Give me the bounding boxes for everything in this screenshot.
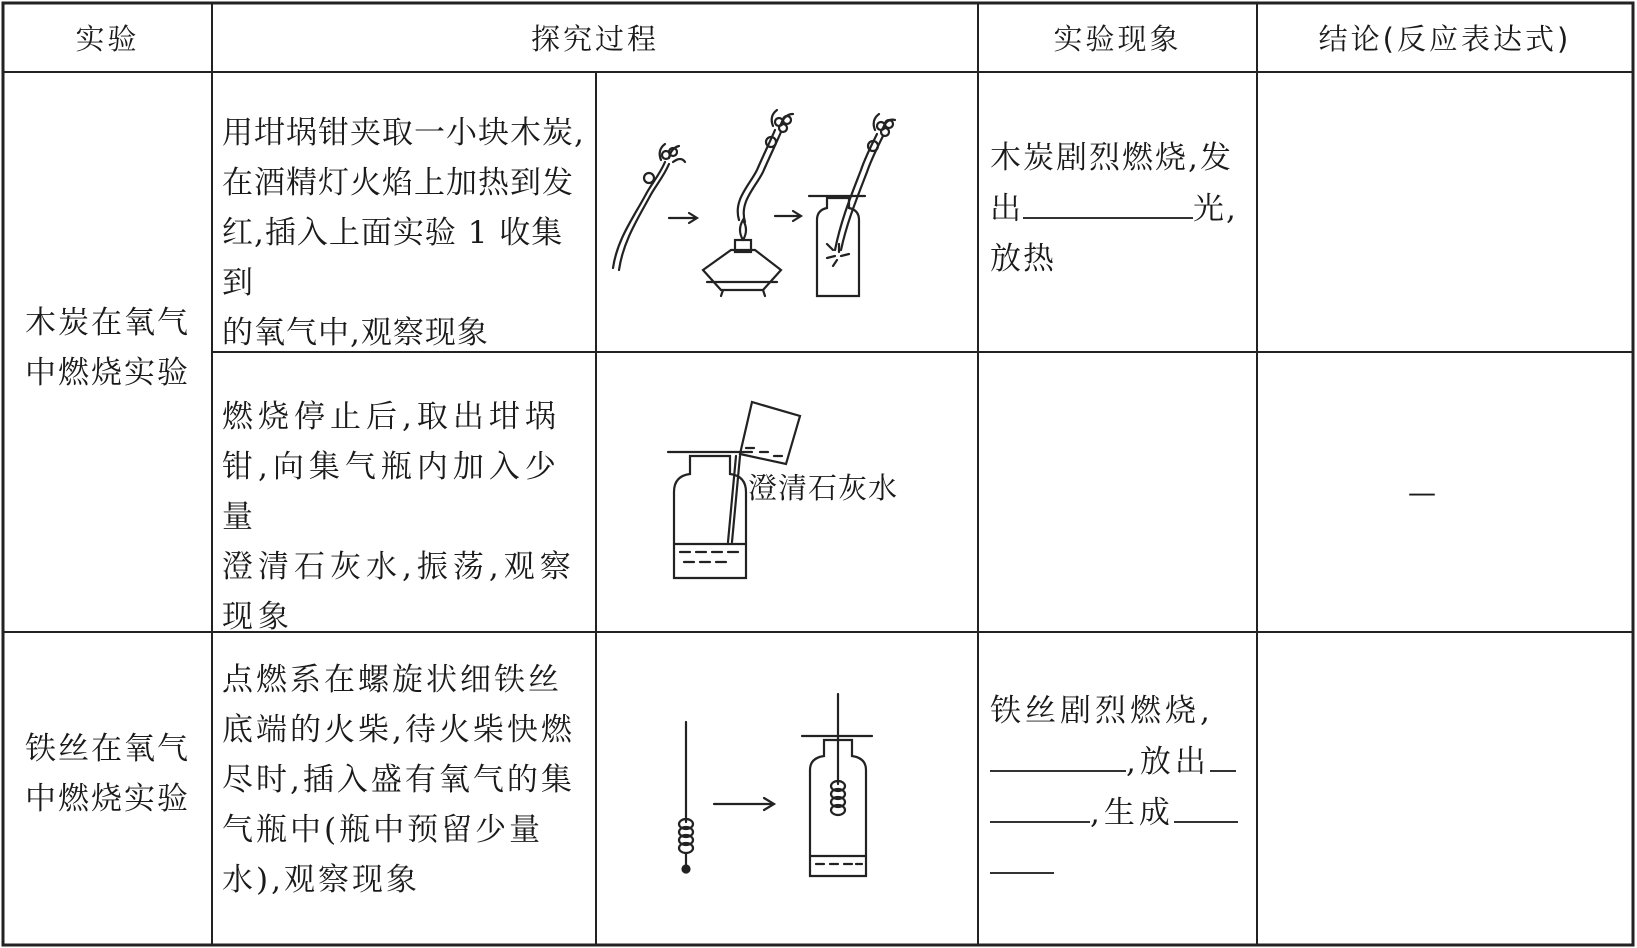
charcoal-name-line-2: 中燃烧实验 (25, 355, 190, 391)
answer-blank-3[interactable] (990, 787, 1090, 823)
charcoal-step1-line-2: 在酒精灯火焰上加热到发 (222, 165, 574, 201)
iron-process-line-5: 水),观察现象 (222, 862, 420, 898)
iron-phenomenon-line-3-text: ,生成 (1090, 795, 1174, 831)
iron-phenomenon-line-2-text: ,放出 (1126, 744, 1210, 780)
header-conclusion: 结论(反应表达式) (1318, 22, 1572, 56)
phenomenon-line-2-pre: 出 (990, 191, 1023, 227)
iron-phenomenon-line-4 (990, 838, 1252, 889)
charcoal-step1-phenomenon (990, 133, 1252, 284)
arrow-right-icon (714, 798, 774, 810)
header-experiment: 实验 (75, 22, 140, 56)
answer-blank-1[interactable] (990, 736, 1126, 772)
phenomenon-line-2 (990, 183, 1252, 234)
iron-process (222, 655, 594, 905)
iron-name-line-2: 中燃烧实验 (25, 781, 190, 817)
iron-phenomenon-line-1: 铁丝剧烈燃烧, (990, 693, 1214, 729)
iron-phenomenon-line-3 (990, 787, 1252, 838)
iron-process-line-3: 尽时,插入盛有氧气的集 (222, 762, 575, 798)
iron-wire-coil-icon (831, 694, 845, 815)
iron-phenomenon (990, 686, 1252, 889)
charcoal-experiment-name (3, 298, 212, 408)
iron-figure (662, 680, 902, 900)
crucible-tongs-icon (835, 114, 895, 250)
charcoal-step1-line-4: 的氧气中,观察现象 (222, 315, 489, 351)
charcoal-step2-line-4: 现象 (222, 599, 294, 635)
charcoal-step2-line-3: 澄清石灰水,振荡,观察 (222, 549, 576, 585)
iron-process-line-2: 底端的火柴,待火柴快燃 (222, 712, 575, 748)
crucible-tongs-icon (738, 110, 793, 222)
arrow-right-icon (775, 211, 801, 221)
answer-blank-2[interactable] (1210, 736, 1236, 772)
header-phenomenon: 实验现象 (1053, 22, 1182, 56)
iron-experiment-name (3, 724, 212, 834)
answer-blank-light-color[interactable] (1023, 183, 1193, 219)
phenomenon-line-3: 放热 (990, 241, 1056, 277)
charcoal-step1-process (222, 108, 594, 358)
limewater-label: 澄清石灰水 (748, 471, 899, 505)
iron-process-line-1: 点燃系在螺旋状细铁丝 (222, 662, 562, 698)
phenomenon-line-1: 木炭剧烈燃烧,发 (990, 140, 1233, 176)
gas-collection-bottle-icon (809, 196, 865, 296)
iron-phenomenon-line-2 (990, 736, 1252, 787)
charcoal-name-line-1: 木炭在氧气 (25, 305, 190, 341)
charcoal-step2-line-1: 燃烧停止后,取出坩埚 (222, 399, 561, 435)
alcohol-lamp-icon (703, 220, 781, 296)
iron-wire-coil-icon (679, 722, 693, 873)
answer-blank-4[interactable] (1174, 787, 1238, 823)
charcoal-step1-line-3: 红,插入上面实验 1 收集到 (222, 215, 564, 301)
iron-process-line-4: 气瓶中(瓶中预留少量 (222, 812, 544, 848)
arrow-right-icon (669, 213, 697, 223)
charcoal-step1-figure (603, 100, 933, 340)
header-process: 探究过程 (530, 22, 659, 56)
iron-name-line-1: 铁丝在氧气 (25, 731, 190, 767)
answer-blank-5[interactable] (990, 838, 1054, 874)
charcoal-step2-line-2: 钳,向集气瓶内加入少量 (222, 449, 561, 535)
charcoal-step2-conclusion: — (1408, 476, 1436, 509)
charcoal-step2-process (222, 392, 594, 642)
charcoal-step1-line-1: 用坩埚钳夹取一小块木炭, (222, 115, 585, 151)
phenomenon-line-2-post: 光, (1193, 191, 1238, 227)
crucible-tongs-icon (613, 144, 685, 270)
